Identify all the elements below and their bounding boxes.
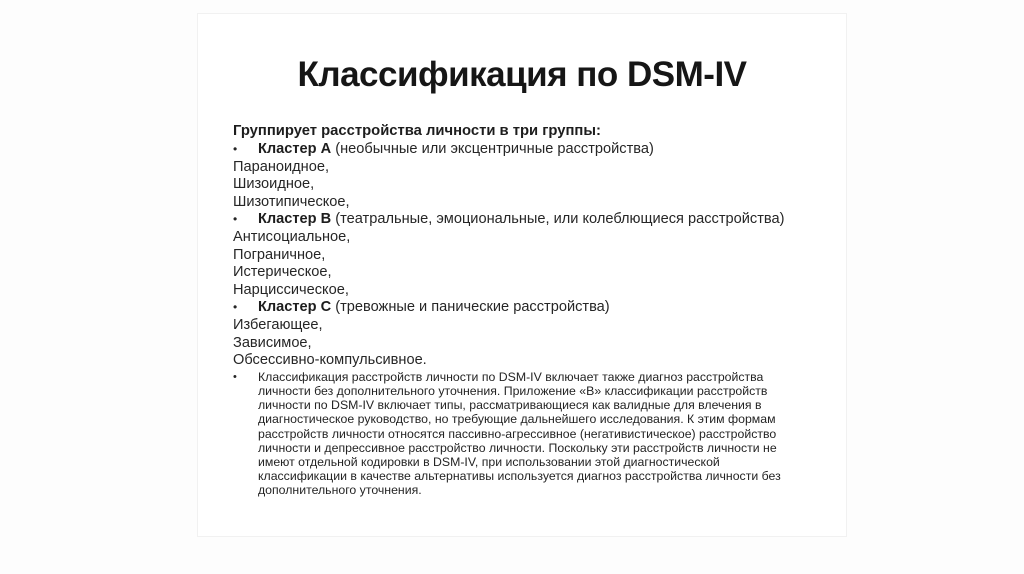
page-title: Классификация по DSM-IV [297,55,747,94]
list-item: Пограничное, [233,246,326,263]
cluster-a-desc: (необычные или эксцентричные расстройства) [331,141,654,157]
cluster-a-row [233,141,805,159]
intro-heading: Группирует расстройства личности в три группы: [233,123,601,139]
note-paragraph: Классификация расстройств личности по DSM-IV включает также диагноз расстройства личности без дополнительного уточнения. Приложение «В» классификации расстройств личности по DSM-IV включает типы, рассматривающиеся как валидные для влечения в диагностическое руководство, но требующие дальнейшего исследования. К этим формам расстройств личности относятся пассивно-агрессивное (негативистическое) расстройство личности и депрессивное расстройство личности. Поскольку эти расстройств личности не имеют отдельной кодировки в DSM-IV, при использовании этой диагностической классификации в качестве альтернативы используется диагноз расстройства личности без дополнительного уточнения. [258,369,781,498]
cluster-a-heading [258,141,654,159]
list-item: Нарциссическое, [233,281,349,298]
cluster-b-desc: (театральные, эмоциональные, или колеблющиеся расстройства) [331,211,785,228]
list-item: Параноидное, [233,158,330,175]
bullet-icon: • [233,142,238,156]
list-item: Обсессивно-компульсивное. [233,352,427,369]
slide-content [233,121,805,498]
list-item: Истерическое, [233,264,332,281]
list-item: Шизоидное, [233,176,315,193]
list-item: Избегающее, [233,316,323,333]
list-item: Зависимое, [233,334,312,351]
bullet-icon: • [233,370,237,383]
cluster-c-heading [258,299,610,317]
bullet-icon: • [233,300,238,315]
note-row [233,370,805,498]
cluster-c-label: Кластер С [258,299,332,316]
cluster-b-heading [258,211,784,229]
bullet-icon: • [233,212,238,227]
cluster-b-row [233,211,805,229]
cluster-b-label: Кластер В [258,211,332,228]
cluster-c-row [233,299,805,317]
list-item: Антисоциальное, [233,228,351,245]
slide-card [197,13,847,537]
cluster-a-label: Кластер А [258,141,332,157]
list-item: Шизотипическое, [233,193,350,210]
cluster-c-desc: (тревожные и панические расстройства) [331,299,610,316]
